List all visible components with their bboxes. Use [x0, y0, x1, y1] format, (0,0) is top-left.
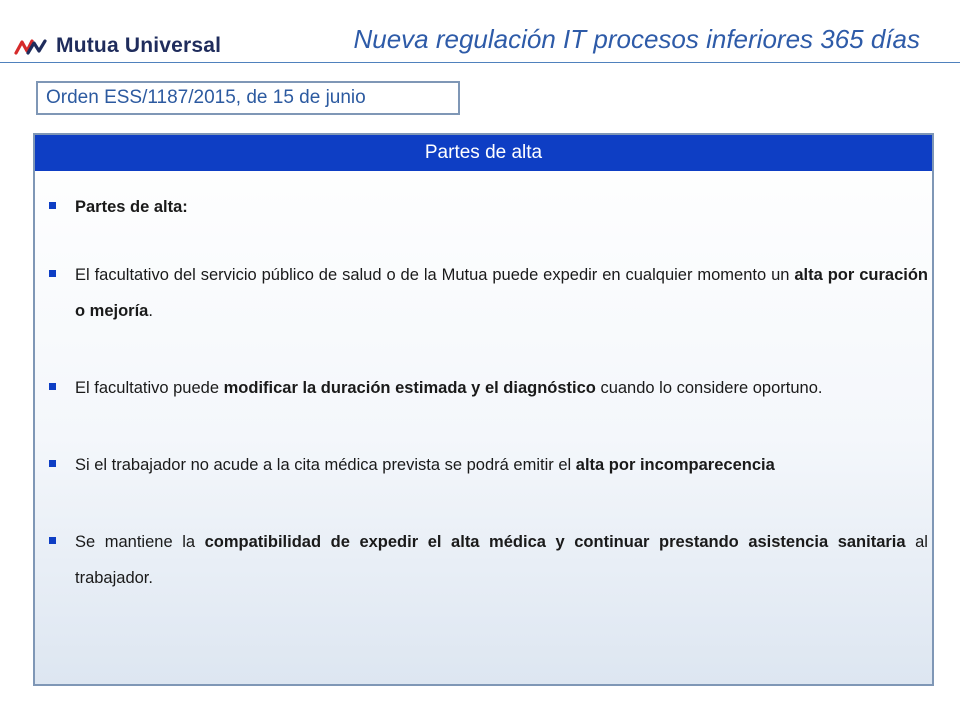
- bullet-list: [35, 171, 932, 596]
- mutua-universal-logo-icon: [14, 35, 48, 57]
- content-panel: [33, 133, 934, 686]
- order-reference-box: [36, 81, 460, 115]
- bullet-text-bold: compatibilidad de expedir el alta médica y continuar prestando asistencia sanitaria: [204, 533, 906, 551]
- bullet-item: [75, 189, 928, 225]
- logo-text: Mutua Universal: [56, 34, 222, 57]
- bullet-item: [75, 524, 928, 596]
- slide-title: Nueva regulación IT procesos inferiores 365 días: [353, 24, 920, 54]
- bullet-text: Si el trabajador no acude a la cita médica prevista se podrá emitir el: [75, 456, 576, 474]
- panel-header: [35, 135, 932, 171]
- square-bullet-icon: [49, 460, 56, 467]
- mutua-universal-logo: [14, 30, 221, 62]
- square-bullet-icon: [49, 383, 56, 390]
- bullet-text: .: [148, 302, 153, 320]
- bullet-text: cuando lo considere oportuno.: [595, 379, 823, 397]
- bullet-text-bold: alta por curación o mejoría: [75, 266, 929, 320]
- bullet-text: al trabajador.: [75, 533, 928, 587]
- bullet-text-bold: alta por incomparecencia: [575, 456, 775, 474]
- bullet-item: [75, 370, 928, 406]
- bullet-item: [75, 447, 928, 483]
- header-divider: [0, 62, 960, 63]
- panel-title: Partes de alta: [424, 142, 543, 163]
- bullet-text: El facultativo puede: [75, 379, 224, 397]
- bullet-text-bold: modificar la duración estimada y el diagnóstico: [223, 379, 596, 397]
- bullet-text: El facultativo del servicio público de salud o de la Mutua puede expedir en cualquier momento un: [75, 266, 795, 284]
- bullet-item: [75, 257, 928, 329]
- order-reference-text: Orden ESS/1187/2015, de 15 de junio: [46, 87, 366, 108]
- bullet-text: Se mantiene la: [75, 533, 205, 551]
- bullet-text-bold: Partes de alta:: [75, 198, 188, 216]
- square-bullet-icon: [49, 537, 56, 544]
- square-bullet-icon: [49, 202, 56, 209]
- square-bullet-icon: [49, 270, 56, 277]
